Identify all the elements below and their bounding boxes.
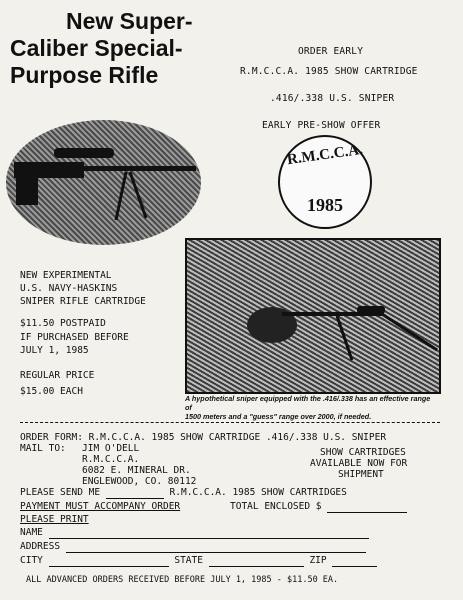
seal-year: 1985 [307,195,343,215]
offer-line-3: .416/.338 U.S. SNIPER [270,93,395,104]
address-line-1: JIM O'DELL [82,443,140,454]
headline-line-2: Caliber Special- [10,35,183,61]
offer-line-1: ORDER EARLY [298,46,364,57]
state-field[interactable] [209,556,304,567]
sniper-icon [187,240,439,392]
offer-line-4: EARLY PRE-SHOW OFFER [262,120,381,131]
rifle-icon [6,120,201,245]
headline [10,8,220,89]
send-me-label: PLEASE SEND ME [20,487,101,498]
send-me-item: R.M.C.C.A. 1985 SHOW CARTRIDGES [169,487,347,498]
address-row [20,541,366,553]
caption-line-2: 1500 meters and a "guess" range over 2000, if needed. [185,412,372,421]
price-postpaid: $11.50 POSTPAID [20,318,106,329]
total-enclosed-label: TOTAL ENCLOSED $ [230,501,322,512]
address-line-2: R.M.C.C.A. [82,454,140,465]
availability-line-3: SHIPMENT [338,469,384,480]
mail-to-label: MAIL TO: [20,443,66,454]
zip-field[interactable] [332,556,377,567]
quantity-field[interactable] [106,488,164,499]
regular-price: $15.00 EACH [20,386,83,397]
name-row [20,527,369,539]
name-label: NAME [20,527,43,538]
please-print-label: PLEASE PRINT [20,514,89,525]
footer-notice: ALL ADVANCED ORDERS RECEIVED BEFORE JULY 1, 1985 - $11.50 EA. [26,575,339,585]
price-condition-2: JULY 1, 1985 [20,345,89,356]
total-enclosed-field[interactable] [327,502,407,513]
send-me-row [20,487,347,499]
rifle-oval-image [6,120,201,245]
photo-caption [185,394,437,421]
availability-line-1: SHOW CARTRIDGES [320,447,406,458]
order-form-heading: ORDER FORM: R.M.C.C.A. 1985 SHOW CARTRIDGE .416/.338 U.S. SNIPER [20,432,387,443]
offer-line-2: R.M.C.C.A. 1985 SHOW CARTRIDGE [240,66,418,77]
state-label: STATE [174,555,203,566]
address-label: ADDRESS [20,541,61,552]
regular-price-label: REGULAR PRICE [20,370,95,381]
seal-title: R.M.C.C.A. [286,141,364,169]
name-field[interactable] [49,528,369,539]
address-line-4: ENGLEWOOD, CO. 80112 [82,476,197,487]
caption-line-1: A hypothetical sniper equipped with the .416/.338 has an effective range of [185,394,431,412]
product-line-3: SNIPER RIFLE CARTRIDGE [20,296,146,307]
price-condition-1: IF PURCHASED BEFORE [20,332,129,343]
rmcca-seal [278,135,372,229]
cut-line-divider [20,422,440,423]
address-line-3: 6082 E. MINERAL DR. [82,465,191,476]
city-field[interactable] [49,556,169,567]
availability-line-2: AVAILABLE NOW FOR [310,458,408,469]
product-line-1: NEW EXPERIMENTAL [20,270,112,281]
address-field[interactable] [66,542,366,553]
city-label: CITY [20,555,43,566]
payment-notice: PAYMENT MUST ACCOMPANY ORDER [20,501,181,512]
headline-line-1: New Super- [66,8,193,34]
sniper-photo [185,238,441,394]
headline-line-3: Purpose Rifle [10,62,159,88]
total-enclosed-row [230,501,407,513]
city-state-zip-row [20,555,377,567]
zip-label: ZIP [309,555,327,566]
product-line-2: U.S. NAVY-HASKINS [20,283,118,294]
